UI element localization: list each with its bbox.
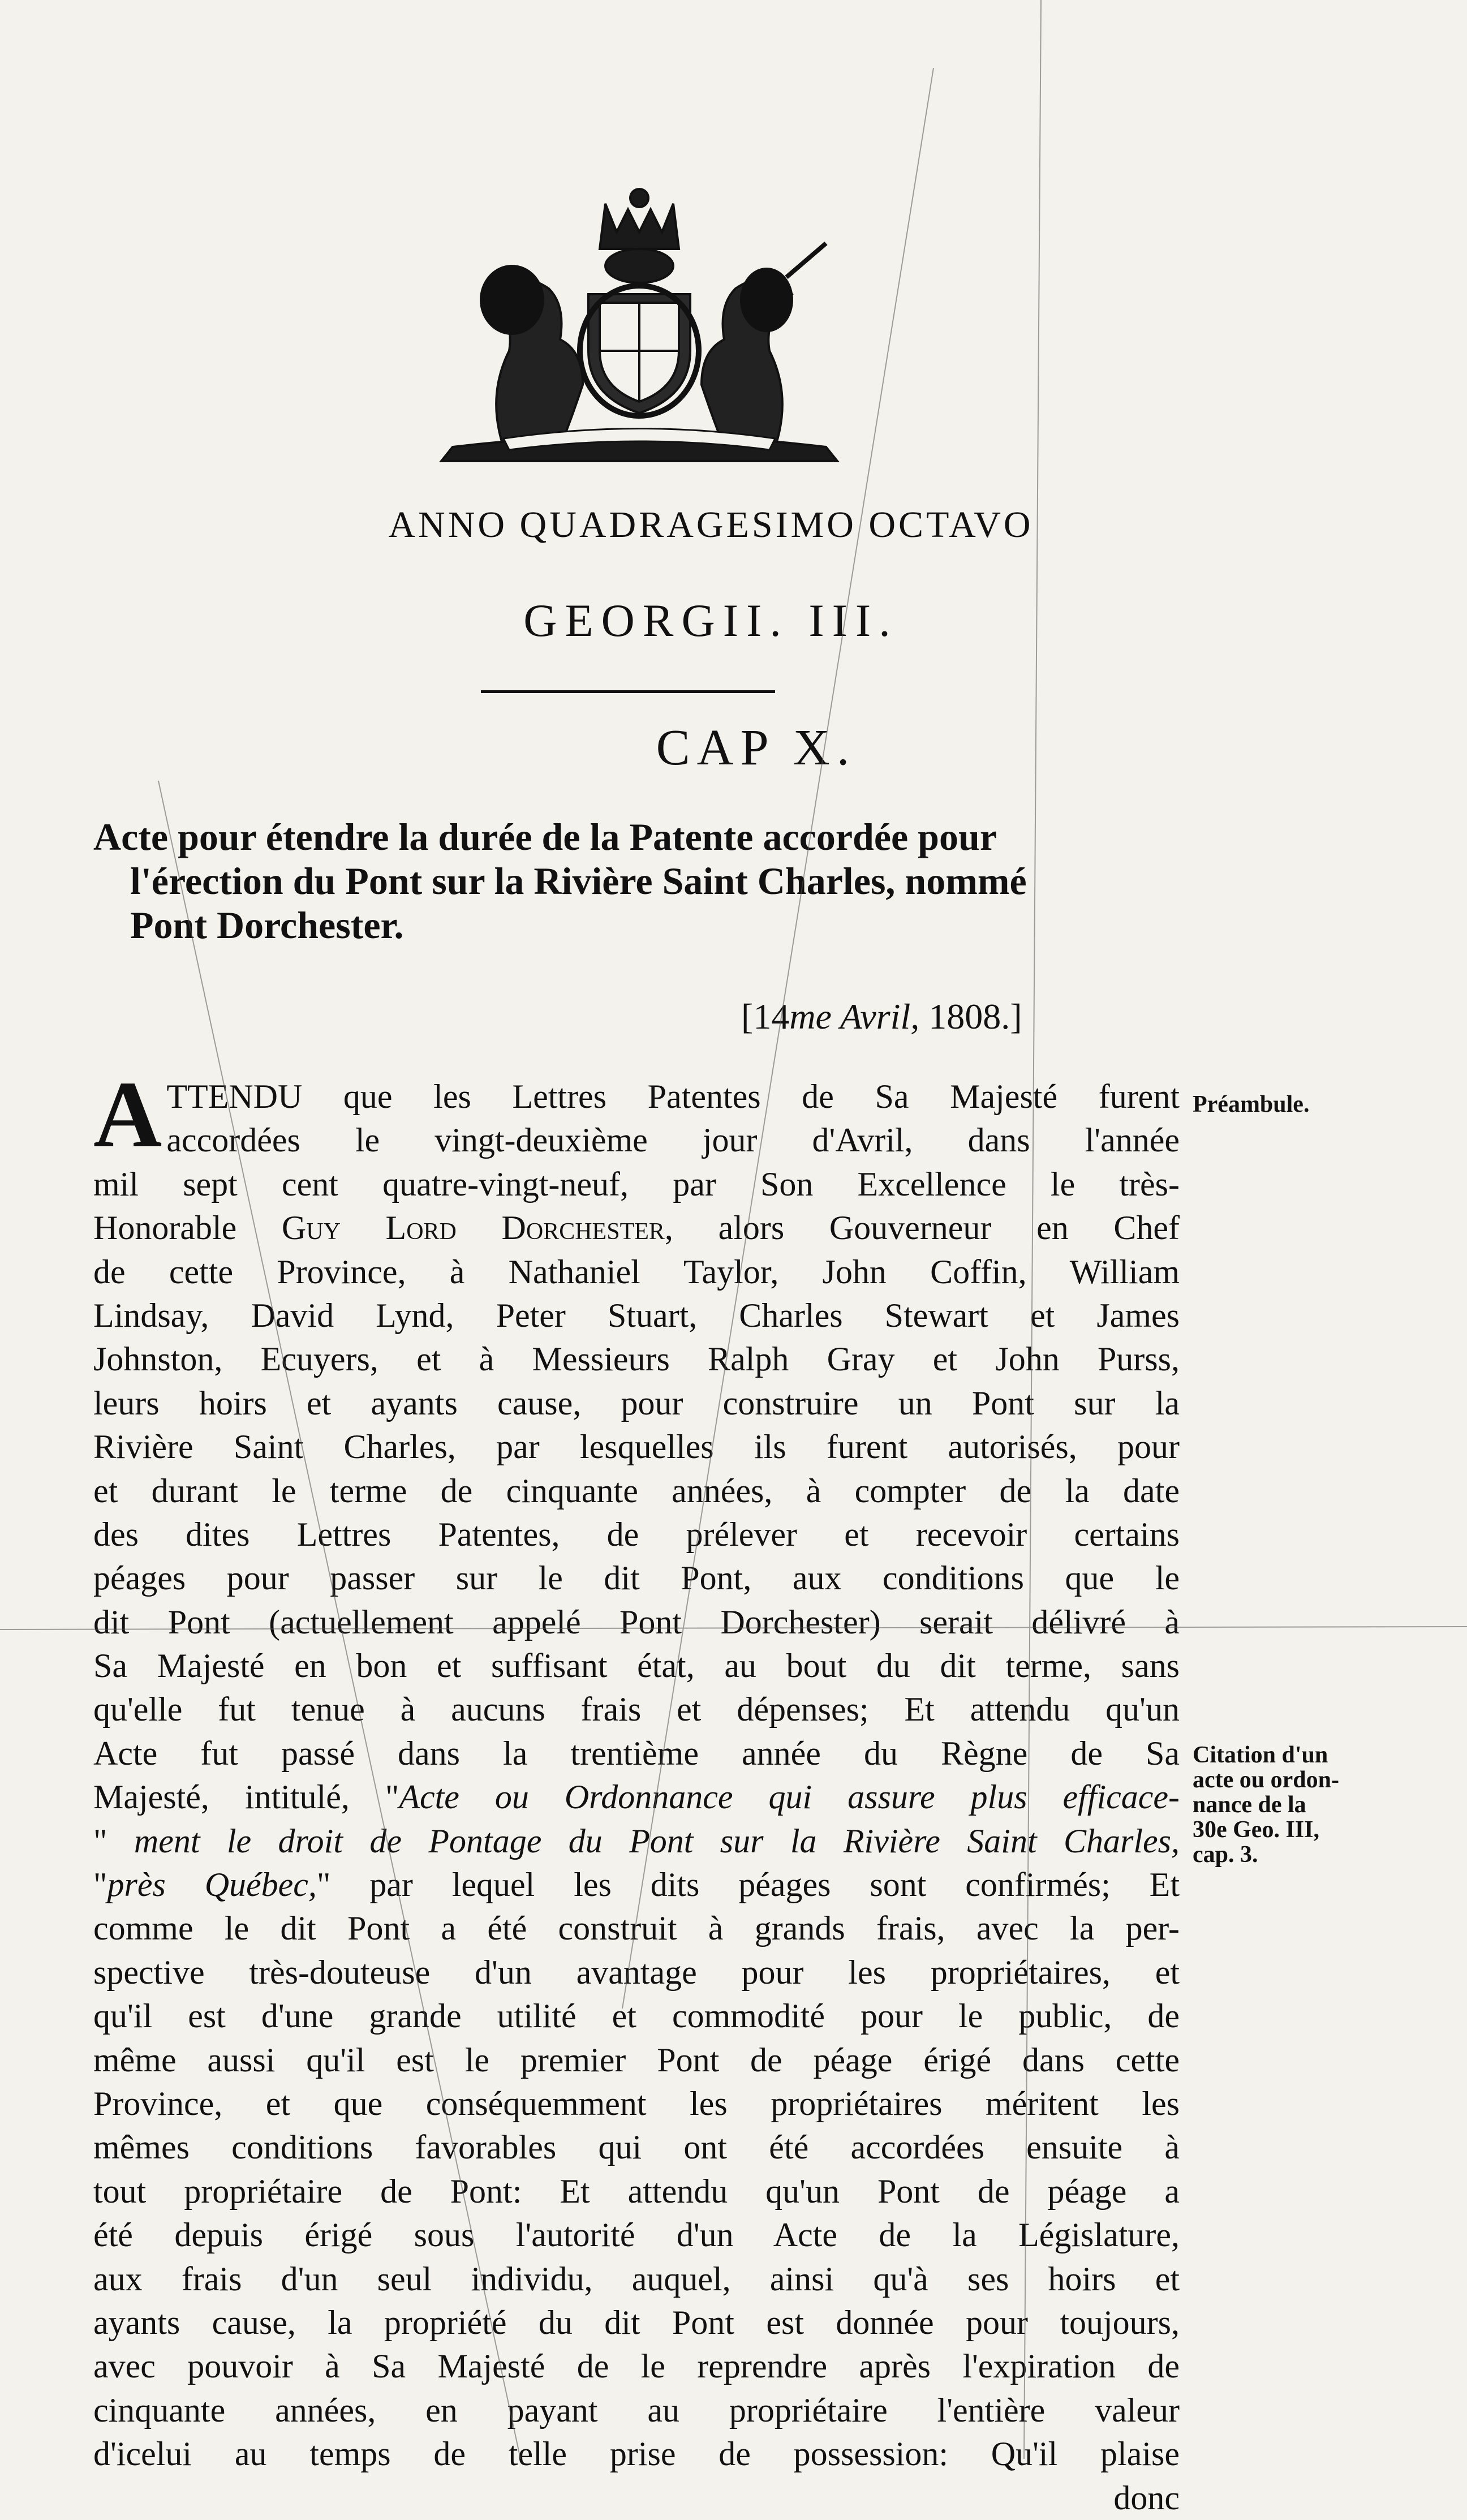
body-line: mil sept cent quatre-vingt-neuf, par Son Excellence le très-	[93, 1165, 1180, 1203]
body-line: Sa Majesté en bon et suffisant état, au bout du dit terme, sans	[93, 1647, 1180, 1685]
drop-cap: A	[93, 1062, 162, 1167]
body-fragment: , alors Gouverneur en Chef	[664, 1209, 1180, 1247]
body-line: qu'il est d'une grande utilité et commodité pour le public, de	[93, 1997, 1180, 2035]
body-line: Johnston, Ecuyers, et à Messieurs Ralph Gray et John Purss,	[93, 1340, 1180, 1378]
governor-name: Guy Lord Dorchester	[281, 1209, 665, 1247]
heading-georgii: GEORGII. III.	[523, 595, 898, 646]
body-line: même aussi qu'il est le premier Pont de péage érigé dans cette	[93, 2041, 1180, 2079]
body-line: leurs hoirs et ayants cause, pour construire un Pont sur la	[93, 1384, 1180, 1422]
date-italic: me Avril,	[789, 996, 920, 1037]
body-line: dit Pont (actuellement appelé Pont Dorchester) serait délivré à	[93, 1603, 1180, 1641]
body-line	[93, 1820, 1180, 1863]
body-line: Rivière Saint Charles, par lesquelles ils furent autorisés, pour	[93, 1428, 1180, 1466]
body-fragment: Honorable	[93, 1209, 282, 1247]
divider-rule	[481, 690, 775, 693]
body-fragment: " par lequel les dits péages sont confirmés; Et	[316, 1866, 1180, 1904]
title-line-1: Acte pour étendre la durée de la Patente accordée pour	[93, 815, 997, 858]
heading-cap: CAP X.	[656, 720, 857, 776]
title-line-2: l'érection du Pont sur la Rivière Saint Charles, nommé	[130, 859, 1027, 902]
body-line: TTENDU que les Lettres Patentes de Sa Majesté furent	[166, 1078, 1180, 1115]
citation-line: cap. 3.	[1193, 1842, 1258, 1868]
citation-line: 30e Geo. III,	[1193, 1817, 1319, 1843]
margin-note-preamble: Préambule.	[1193, 1091, 1310, 1117]
body-line: avec pouvoir à Sa Majesté de le reprendre après l'expiration de	[93, 2347, 1180, 2385]
body-line: aux frais d'un seul individu, auquel, ainsi qu'à ses hoirs et	[93, 2260, 1180, 2298]
body-line: comme le dit Pont a été construit à grands frais, avec la per-	[93, 1910, 1180, 1947]
citation-line: nance de la	[1193, 1792, 1306, 1818]
cited-act-title: ment le droit de Pontage du Pont sur la Rivière Saint Charles,	[134, 1822, 1180, 1860]
cited-act-title: Acte ou Ordonnance qui assure plus efficace-	[399, 1778, 1180, 1816]
act-title	[93, 815, 1180, 947]
body-line: tout propriétaire de Pont: Et attendu qu'un Pont de péage a	[93, 2172, 1180, 2210]
body-line: spective très-douteuse d'un avantage pour les propriétaires, et	[93, 1953, 1180, 1991]
body-line	[93, 1863, 1180, 1907]
body-line: Province, et que conséquemment les propriétaires méritent les	[93, 2084, 1180, 2122]
body-line: qu'elle fut tenue à aucuns frais et dépenses; Et attendu qu'un	[93, 1691, 1180, 1728]
body-line: d'icelui au temps de telle prise de possession: Qu'il plaise	[93, 2435, 1180, 2473]
date-rest: 1808.]	[919, 996, 1022, 1037]
body-line: ayants cause, la propriété du dit Pont est donnée pour toujours,	[93, 2303, 1180, 2341]
body-line: de cette Province, à Nathaniel Taylor, John Coffin, William	[93, 1253, 1180, 1291]
margin-note-citation	[1193, 1743, 1430, 1867]
act-date	[741, 996, 1022, 1038]
body-line: Acte fut passé dans la trentième année du Règne de Sa	[93, 1734, 1180, 1772]
royal-coat-of-arms	[419, 181, 860, 464]
body-line: des dites Lettres Patentes, de prélever et recevoir certains	[93, 1515, 1180, 1553]
body-line: cinquante années, en payant au propriétaire l'entière valeur	[93, 2391, 1180, 2429]
citation-line: acte ou ordon-	[1193, 1767, 1339, 1793]
body-line: péages pour passer sur le dit Pont, aux conditions que le	[93, 1559, 1180, 1597]
heading-anno: ANNO QUADRAGESIMO OCTAVO	[388, 504, 1034, 545]
body-line: été depuis érigé sous l'autorité d'un Acte de la Législature,	[93, 2216, 1180, 2254]
body-line	[93, 1775, 1180, 1819]
act-body-text	[93, 1062, 1180, 2520]
body-fragment: Majesté, intitulé, "	[93, 1778, 399, 1816]
body-line: accordées le vingt-deuxième jour d'Avril, dans l'année	[166, 1121, 1180, 1159]
body-line	[93, 1206, 1180, 1250]
body-fragment: "	[93, 1822, 134, 1860]
catchword: donc	[1113, 2479, 1180, 2517]
body-line: et durant le terme de cinquante années, à compter de la date	[93, 1472, 1180, 1510]
cited-act-title: près Québec,	[107, 1866, 317, 1904]
body-line: Lindsay, David Lynd, Peter Stuart, Charles Stewart et James	[93, 1296, 1180, 1334]
body-fragment: "	[93, 1866, 107, 1904]
title-line-3: Pont Dorchester.	[130, 904, 404, 947]
citation-line: Citation d'un	[1193, 1742, 1328, 1768]
body-line: mêmes conditions favorables qui ont été accordées ensuite à	[93, 2128, 1180, 2166]
date-open: [14	[741, 996, 790, 1037]
